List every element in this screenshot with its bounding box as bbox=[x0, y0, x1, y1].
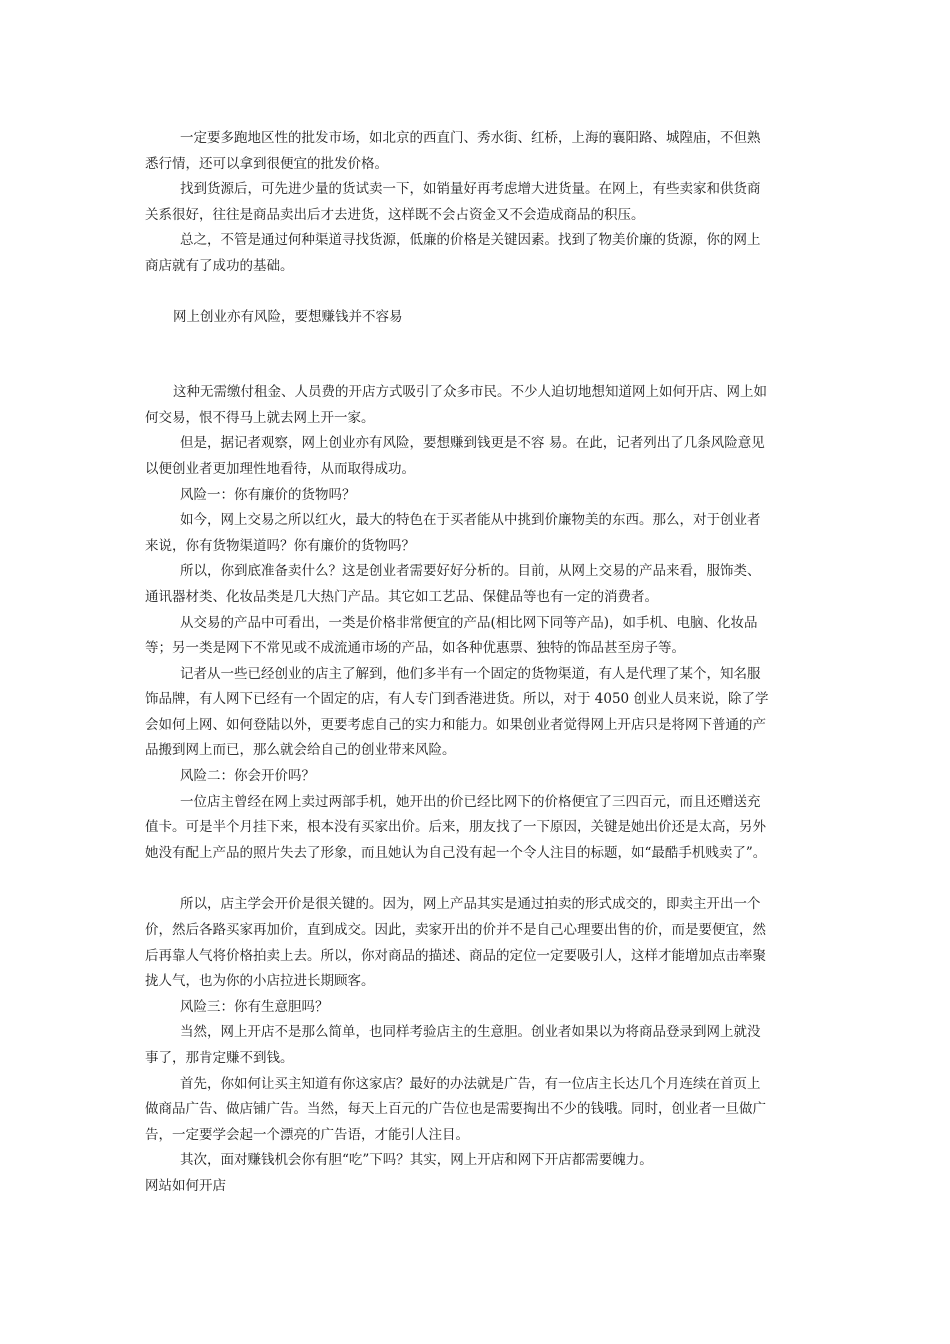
paragraph-line: 会如何上网、如何登陆以外，更要考虑自己的实力和能力。如果创业者觉得网上开店只是将网下普通的产 bbox=[145, 716, 766, 733]
paragraph-line: 一定要多跑地区性的批发市场，如北京的西直门、秀水街、红桥，上海的襄阳路、城隍庙，不但熟 bbox=[180, 130, 761, 146]
paragraph-line: 关系很好，往往是商品卖出后才去进货，这样既不会占资金又不会造成商品的积压。 bbox=[145, 206, 645, 223]
document-body bbox=[145, 126, 820, 1200]
paragraph-line: 找到货源后，可先进少量的货试卖一下，如销量好再考虑增大进货量。在网上，有些卖家和供货商 bbox=[180, 181, 761, 198]
paragraph-line: 悉行情，还可以拿到很便宜的批发价格。 bbox=[145, 155, 388, 172]
spacer bbox=[145, 330, 820, 380]
paragraph-line: 所以，你到底准备卖什么？这是创业者需要好好分析的。目前，从网上交易的产品来看，服饰类、 bbox=[180, 563, 761, 580]
paragraph-line: 以便创业者更加理性地看待，从而取得成功。 bbox=[145, 460, 415, 477]
paragraph-line: 品搬到网上而已，那么就会给自己的创业带来风险。 bbox=[145, 742, 456, 759]
paragraph-line: 首先，你如何让买主知道有你这家店？最好的办法就是广告，有一位店主长达几个月连续在首页上 bbox=[180, 1075, 761, 1092]
paragraph-line: 总之，不管是通过何种渠道寻找货源，低廉的价格是关键因素。找到了物美价廉的货源，你的网上 bbox=[180, 232, 761, 249]
spacer bbox=[145, 866, 820, 892]
paragraph-line: 其次，面对赚钱机会你有胆“吃”下吗？其实，网上开店和网下开店都需要魄力。 bbox=[180, 1152, 653, 1169]
paragraph-line: 饰品牌，有人网下已经有一个固定的店，有人专门到香港进货。所以，对于 4050 创业人员来说，除了学 bbox=[145, 691, 769, 708]
paragraph-line: 来说，你有货物渠道吗？你有廉价的货物吗？ bbox=[145, 537, 415, 554]
paragraph-line: 何交易，恨不得马上就去网上开一家。 bbox=[145, 409, 375, 426]
paragraph-line: 告，一定要学会起一个漂亮的广告语，才能引人注目。 bbox=[145, 1126, 469, 1143]
paragraph-line: 如今，网上交易之所以红火，最大的特色在于买者能从中挑到价廉物美的东西。那么，对于创业者 bbox=[180, 512, 761, 529]
paragraph-line: 但是，据记者观察，网上创业亦有风险，要想赚到钱更是不容 易。在此，记者列出了几条风险意见 bbox=[180, 435, 765, 452]
paragraph-line: 做商品广告、做店铺广告。当然，每天上百元的广告位也是需要掏出不少的钱哦。同时，创业者一旦做广 bbox=[145, 1101, 766, 1118]
paragraph-line: 价，然后各路买家再加价，直到成交。因此，卖家开出的价并不是自己心理要出售的价，而是要便宜，然 bbox=[145, 922, 766, 939]
section-heading: 网上创业亦有风险，要想赚钱并不容易 bbox=[173, 308, 403, 325]
footer-text: 网站如何开店 bbox=[145, 1177, 226, 1194]
paragraph-line: 从交易的产品中可看出，一类是价格非常便宜的产品(相比网下同等产品)，如手机、电脑、化妆品 bbox=[180, 614, 758, 631]
risk-heading: 风险一：你有廉价的货物吗？ bbox=[180, 486, 356, 503]
paragraph-line: 通讯器材类、化妆品类是几大热门产品。其它如工艺品、保健品等也有一定的消费者。 bbox=[145, 588, 658, 605]
paragraph-line: 一位店主曾经在网上卖过两部手机，她开出的价已经比网下的价格便宜了三四百元，而且还赠送充 bbox=[180, 793, 761, 810]
paragraph-line: 记者从一些已经创业的店主了解到，他们多半有一个固定的货物渠道，有人是代理了某个，知名服 bbox=[180, 665, 761, 682]
paragraph-line: 事了，那肯定赚不到钱。 bbox=[145, 1050, 294, 1066]
paragraph-line: 这种无需缴付租金、人员费的开店方式吸引了众多市民。不少人迫切地想知道网上如何开店、网上如 bbox=[173, 384, 767, 401]
paragraph-line: 等；另一类是网下不常见或不成流通市场的产品，如各种优惠票、独特的饰品甚至房子等。 bbox=[145, 640, 685, 657]
paragraph-line: 值卡。可是半个月挂下来，根本没有买家出价。后来，朋友找了一下原因，关键是她出价还是太高，另外 bbox=[145, 819, 766, 836]
paragraph-line: 后再靠人气将价格拍卖上去。所以，你对商品的描述、商品的定位一定要吸引人，这样才能增加点击率聚 bbox=[145, 947, 766, 964]
paragraph-line: 拢人气，也为你的小店拉进长期顾客。 bbox=[145, 973, 375, 990]
paragraph-line: 她没有配上产品的照片失去了形象，而且她认为自己没有起一个令人注目的标题，如“最酷手机贱卖了”。 bbox=[145, 844, 767, 861]
risk-heading: 风险三：你有生意胆吗？ bbox=[180, 998, 329, 1015]
spacer bbox=[145, 280, 820, 305]
risk-heading: 风险二：你会开价吗？ bbox=[180, 768, 315, 785]
paragraph-line: 所以，店主学会开价是很关键的。因为，网上产品其实是通过拍卖的形式成交的，即卖主开出一个 bbox=[180, 896, 761, 913]
paragraph-line: 商店就有了成功的基础。 bbox=[145, 257, 294, 274]
paragraph-line: 当然，网上开店不是那么简单，也同样考验店主的生意胆。创业者如果以为将商品登录到网上就没 bbox=[180, 1024, 761, 1041]
